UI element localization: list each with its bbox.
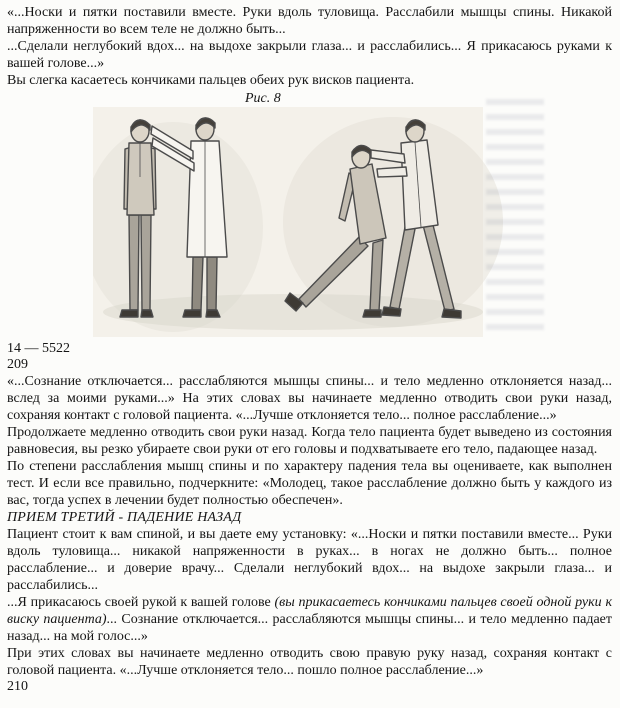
paragraph-text: ...Я прикасаюсь своей рукой к вашей голове <box>7 595 275 610</box>
figure-caption: Рис. 8 <box>245 91 281 106</box>
paragraph-falling-test-2: Продолжаете медленно отводить свои руки назад. Когда тело пациента будет выведено из состояния равновесия, вы резко убираете свои руки от его головы и подхватываете его тело, падающее назад. <box>7 425 612 457</box>
paragraph-text: ... Сознание отключается... расслабляются мышцы спины... и тело медленно падает назад... на мой голос...» <box>7 612 613 644</box>
paragraph-third-technique-1: Пациент стоит к вам спиной, и вы даете ему установку: «...Носки и пятки поставили вместе... Руки вдоль туловища... никакой напряженности в руках... в ногах не должно быть... полное расслабление... и доверие врачу... Сделали неглубокий вдох... на выдохе закрыли глаза... и расслабились... <box>7 527 612 593</box>
paragraph-falling-test-1: «...Сознание отключается... расслабляются мышцы спины... и тело медленно отклоняется назад... вслед за моими руками...» На этих словах вы начинаете медленно отводить свои руки назад, сохраняя контакт с головой пациента. «...Лучше отклоняется тело... полное расслабление...» <box>7 374 612 423</box>
paragraph-instruction-1: «...Носки и пятки поставили вместе. Руки вдоль туловища. Расслабили мышцы спины. Никакой напряженности во всем теле не должно быть... <box>7 5 612 37</box>
paragraph-italic-note: (вы прикасаетесь кончиками пальцев своей одной руки к виску пациента) <box>7 595 612 627</box>
paragraph-third-technique-3: При этих словах вы начинаете медленно отводить свою правую руку назад, сохраняя контакт с головой пациента. «...Лучше отклоняется тело... пошло полное расслабление...» <box>7 646 612 678</box>
paragraph-falling-test-3: По степени расслабления мышц спины и по характеру падения тела вы оцениваете, как выполнен тест. И если все правильно, подчеркните: «Молодец, такое расслабление должно быть у каждого из вас, тогда успех в лечении будет полностью обеспечен». <box>7 459 612 508</box>
page-number-209: 209 <box>7 357 28 372</box>
figure-illustration <box>93 107 530 337</box>
print-signature: 14 — 5522 <box>7 341 70 356</box>
figure-8 <box>93 91 530 339</box>
paragraph-instruction-2: ...Сделали неглубокий вдох... на выдохе закрыли глаза... и расслабились... Я прикасаюсь руками к вашей голове...» <box>7 39 612 71</box>
figure-artwork <box>93 107 530 339</box>
page-number-210: 210 <box>7 679 28 694</box>
paragraph-third-technique-2 <box>7 594 612 645</box>
paragraph-touch-note: Вы слегка касаетесь кончиками пальцев обеих рук висков пациента. <box>7 73 415 88</box>
section-heading: ПРИЕМ ТРЕТИЙ - ПАДЕНИЕ НАЗАД <box>7 510 242 525</box>
